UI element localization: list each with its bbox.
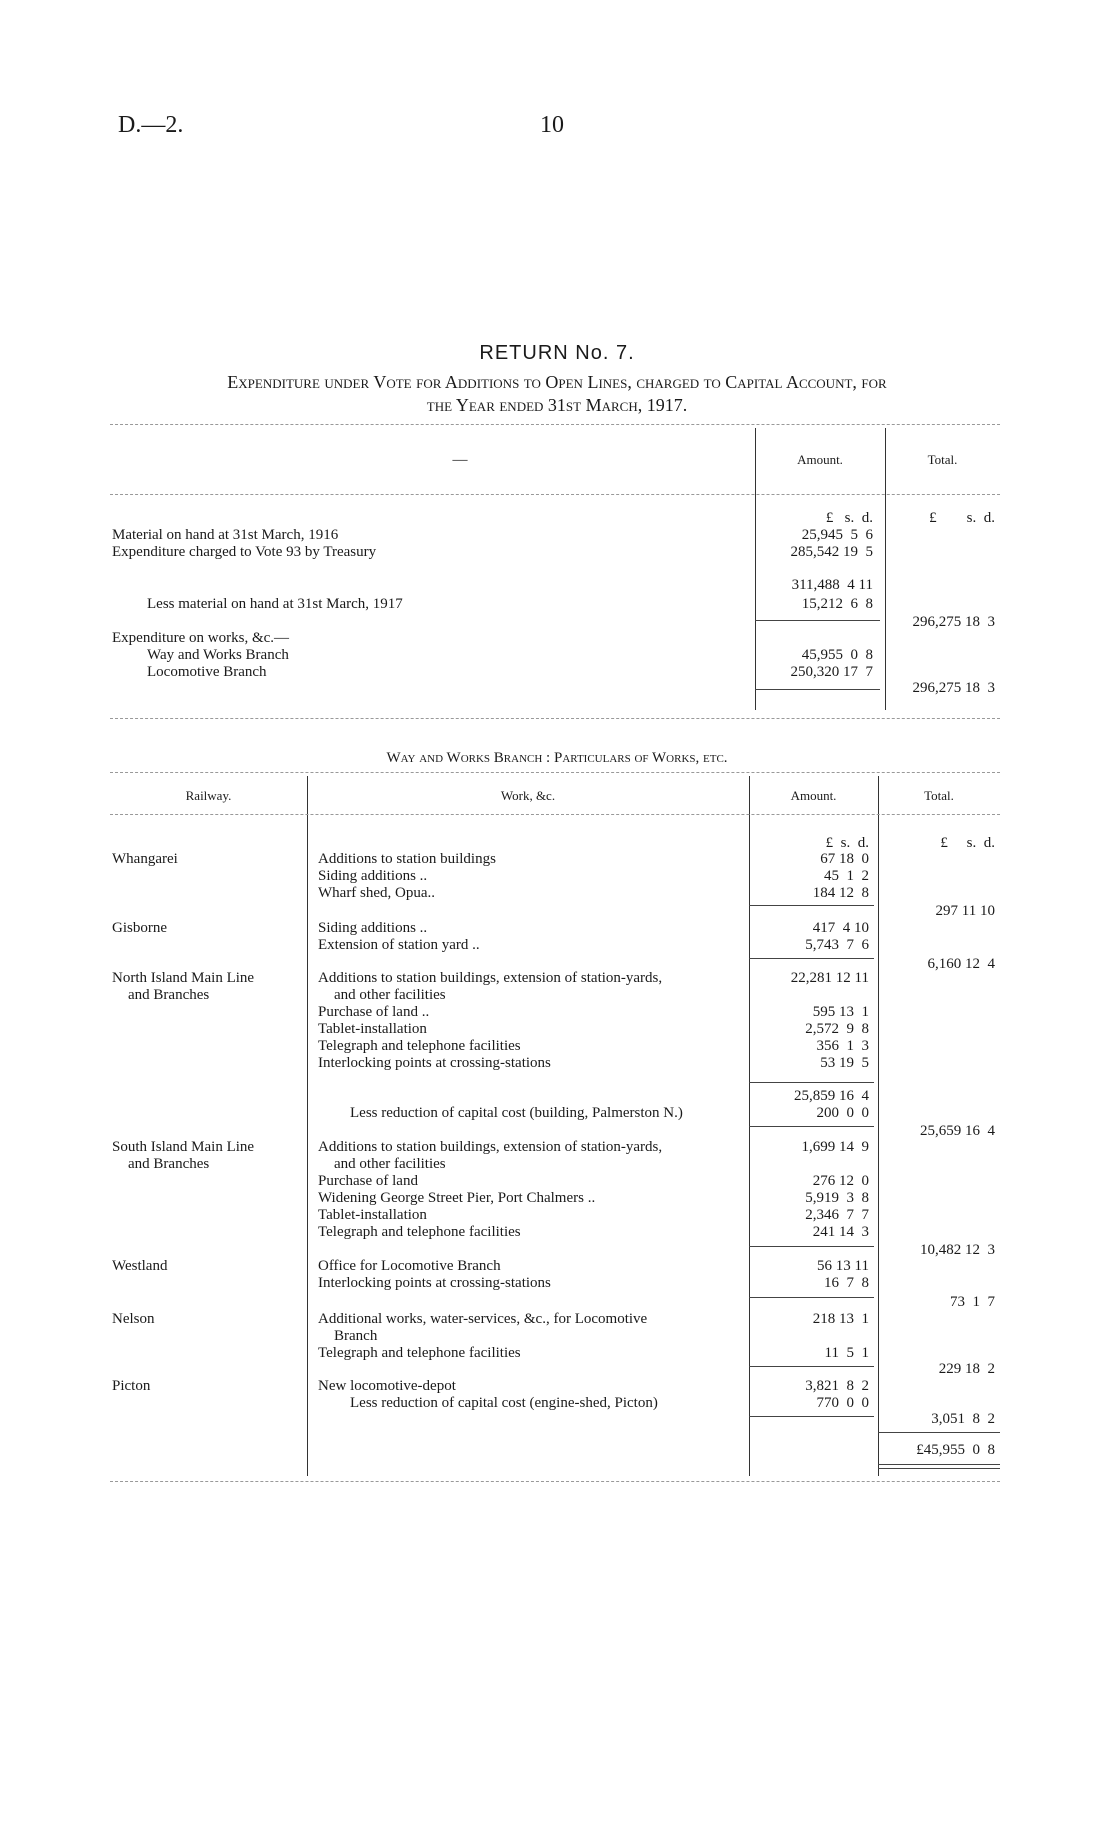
work-item-18-cont: Branch (334, 1328, 378, 1344)
work-item-10: Interlocking points at crossing-stations (318, 1055, 551, 1071)
summary-total-header: Total. (927, 452, 958, 467)
summary-amount-1: 25,945 5 6 (801, 527, 873, 543)
amount-less-picton: 770 0 0 (816, 1395, 869, 1411)
amount-item-15: 241 14 3 (812, 1224, 869, 1240)
railway-south-island: South Island Main Line (112, 1139, 255, 1155)
north-island-rule-2 (749, 1126, 874, 1127)
work-item-6-cont: and other facilities (334, 987, 446, 1003)
amount-item-5: 5,743 7 6 (805, 937, 869, 953)
amount-header: Amount. (790, 788, 837, 803)
railway-westland: Westland (112, 1258, 168, 1274)
railway-nelson: Nelson (112, 1311, 155, 1327)
summary-total-2: 296,275 18 3 (912, 680, 995, 696)
summary-total-1: 296,275 18 3 (912, 614, 995, 630)
work-item-11-cont: and other facilities (334, 1156, 446, 1172)
subtitle-line-1: Expenditure under Vote for Additions to Open Lines, charged to Capital Account, for (227, 372, 887, 392)
total-south-island: 10,482 12 3 (920, 1242, 995, 1258)
whangarei-rule (749, 905, 874, 906)
work-item-16: Office for Locomotive Branch (318, 1258, 501, 1274)
subtitle-line-2: the Year ended 31st March, 1917. (426, 395, 688, 415)
grand-total: £45,955 0 8 (916, 1442, 995, 1458)
total-gisborne: 6,160 12 4 (927, 956, 995, 972)
railway-north-island: North Island Main Line (112, 970, 255, 986)
amount-item-6: 22,281 12 11 (790, 970, 869, 986)
work-item-11: Additions to station buildings, extension of station-yards, (318, 1139, 663, 1155)
work-item-6: Additions to station buildings, extension of station-yards, (318, 970, 663, 986)
summary-amount-units: £ s. d. (825, 510, 873, 526)
summary-amount-less: 15,212 6 8 (801, 596, 873, 612)
work-item-2: Siding additions .. (318, 868, 428, 884)
work-item-15: Telegraph and telephone facilities (318, 1224, 521, 1240)
total-westland: 73 1 7 (950, 1294, 995, 1310)
summary-label-way-works: Way and Works Branch (147, 647, 289, 663)
work-item-4: Siding additions .. (318, 920, 428, 936)
summary-amount-2: 285,542 19 5 (790, 544, 873, 560)
grand-total-rule-1 (878, 1464, 1000, 1465)
amount-item-9: 356 1 3 (816, 1038, 869, 1054)
railway-north-island-branches: and Branches (128, 987, 210, 1003)
total-header: Total. (924, 788, 954, 803)
railway-whangarei: Whangarei (112, 851, 178, 867)
work-item-9: Telegraph and telephone facilities (318, 1038, 521, 1054)
amount-item-18: 218 13 1 (812, 1311, 869, 1327)
south-island-rule (749, 1246, 874, 1247)
work-item-20: New locomotive-depot (318, 1378, 456, 1394)
work-item-13: Widening George Street Pier, Port Chalmers .. (318, 1190, 596, 1206)
summary-label-locomotive: Locomotive Branch (147, 664, 267, 680)
work-item-1: Additions to station buildings (318, 851, 496, 867)
amount-item-12: 276 12 0 (812, 1173, 869, 1189)
summary-amount-locomotive: 250,320 17 7 (790, 664, 873, 680)
summary-blank-header: — (452, 452, 468, 468)
total-nelson: 229 18 2 (938, 1361, 995, 1377)
summary-label-1: Material on hand at 31st March, 1916 (112, 527, 339, 543)
table-top-rule (110, 772, 1000, 773)
work-item-less-palmerston: Less reduction of capital cost (building, Palmerston N.) (350, 1105, 683, 1121)
westland-rule (749, 1297, 874, 1298)
amount-item-3: 184 12 8 (812, 885, 869, 901)
amount-units: £ s. d. (825, 835, 869, 851)
picton-rule (749, 1416, 874, 1417)
total-north-island: 25,659 16 4 (920, 1123, 995, 1139)
work-item-8: Tablet-installation (318, 1021, 427, 1037)
railway-picton: Picton (112, 1378, 151, 1394)
amount-item-10: 53 19 5 (820, 1055, 869, 1071)
railway-header: Railway. (185, 788, 232, 803)
table-railway-rule (307, 776, 308, 1476)
total-units: £ s. d. (940, 835, 995, 851)
work-header: Work, &c. (500, 788, 556, 803)
north-island-rule-1 (749, 1082, 874, 1083)
summary-amount-header: Amount. (797, 452, 843, 467)
summary-rule-2 (755, 689, 880, 690)
amount-item-17: 16 7 8 (824, 1275, 869, 1291)
amount-item-13: 5,919 3 8 (805, 1190, 869, 1206)
work-item-18: Additional works, water-services, &c., for Locomotive (318, 1311, 648, 1327)
work-item-17: Interlocking points at crossing-stations (318, 1275, 551, 1291)
summary-label-2: Expenditure charged to Vote 93 by Treasury (112, 544, 377, 560)
summary-rule-1 (755, 620, 880, 621)
page-number: 10 (540, 112, 564, 138)
summary-total-rule (885, 428, 886, 710)
grand-total-rule-top (878, 1432, 1000, 1433)
summary-bottom-rule (110, 718, 1000, 719)
summary-total-units: £ s. d. (929, 510, 995, 526)
table-header-rule (110, 814, 1000, 815)
return-title: RETURN No. 7. (479, 342, 635, 364)
amount-item-14: 2,346 7 7 (805, 1207, 869, 1223)
summary-label-expenditure: Expenditure on works, &c.— (112, 630, 290, 646)
amount-item-7: 595 13 1 (812, 1004, 869, 1020)
total-picton: 3,051 8 2 (931, 1411, 995, 1427)
amount-item-1: 67 18 0 (820, 851, 869, 867)
amount-less-palmerston: 200 0 0 (816, 1105, 869, 1121)
particulars-title: Way and Works Branch : Particulars of Works, etc. (386, 750, 728, 766)
summary-amount-way-works: 45,955 0 8 (801, 647, 873, 663)
nelson-rule (749, 1366, 874, 1367)
amount-item-11: 1,699 14 9 (801, 1139, 869, 1155)
work-item-7: Purchase of land .. (318, 1004, 430, 1020)
summary-header-rule (110, 494, 1000, 495)
amount-north-island-subtotal: 25,859 16 4 (794, 1088, 869, 1104)
amount-item-8: 2,572 9 8 (805, 1021, 869, 1037)
amount-item-20: 3,821 8 2 (805, 1378, 869, 1394)
railway-south-island-branches: and Branches (128, 1156, 210, 1172)
railway-gisborne: Gisborne (112, 920, 167, 936)
summary-label-less: Less material on hand at 31st March, 1917 (147, 596, 403, 612)
gisborne-rule (749, 958, 874, 959)
amount-item-19: 11 5 1 (824, 1345, 869, 1361)
amount-item-2: 45 1 2 (824, 868, 869, 884)
work-item-5: Extension of station yard .. (318, 937, 480, 953)
amount-item-4: 417 4 10 (812, 920, 869, 936)
summary-subtotal: 311,488 4 11 (791, 577, 873, 593)
summary-top-rule (110, 424, 1000, 425)
amount-item-16: 56 13 11 (817, 1258, 869, 1274)
work-item-19: Telegraph and telephone facilities (318, 1345, 521, 1361)
work-item-14: Tablet-installation (318, 1207, 427, 1223)
table-bottom-rule (110, 1481, 1000, 1482)
grand-total-rule-2 (878, 1468, 1000, 1469)
total-whangarei: 297 11 10 (935, 903, 995, 919)
document-code: D.—2. (118, 112, 184, 138)
work-item-less-picton: Less reduction of capital cost (engine-shed, Picton) (350, 1395, 658, 1411)
work-item-12: Purchase of land (318, 1173, 418, 1189)
work-item-3: Wharf shed, Opua.. (318, 885, 436, 901)
